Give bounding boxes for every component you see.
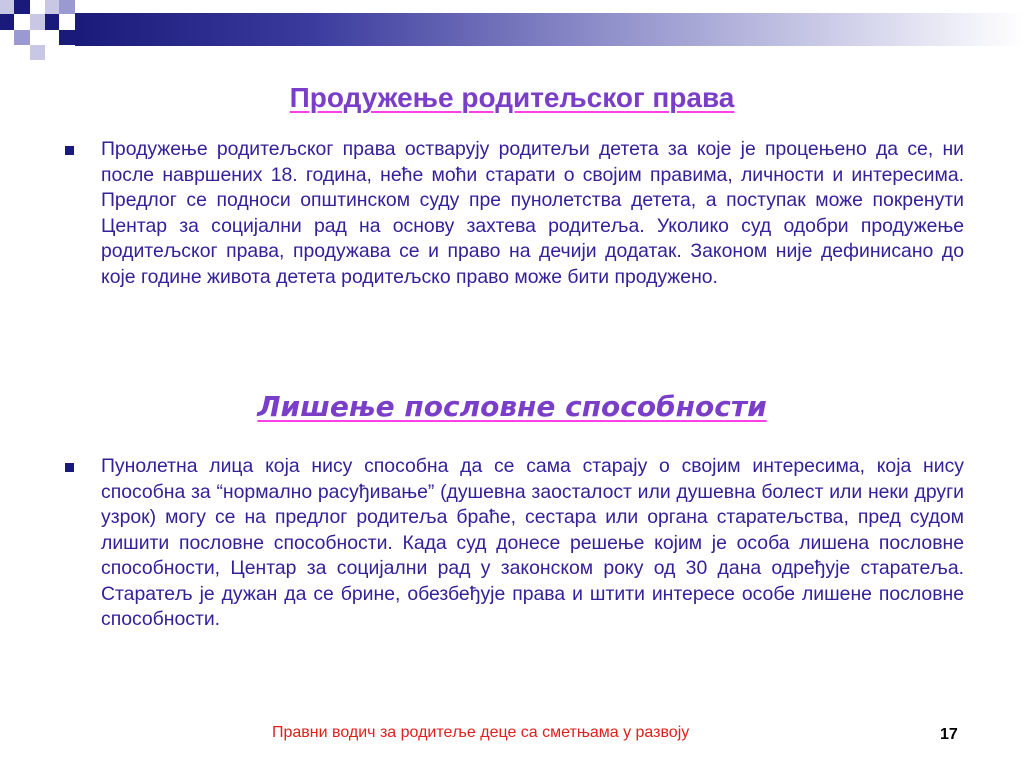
section2-title-text: Лишење пословне способности bbox=[257, 390, 767, 423]
section1-title-text: Продужење родитељског права bbox=[289, 82, 735, 113]
decor-square bbox=[30, 14, 45, 30]
decor-square bbox=[45, 14, 59, 30]
section1-paragraph: Продужење родитељског права остварују родитељи детета за које је процењено да се, ни после навршених 18. година, неће моћи старати о својим правима, личности и интересима. Предлог се подноси општинском суду пре пунолетства детета, а поступак може покренути Центар за социјални рад на основу захтева родитеља. Уколико суд одобри продужење родитељског права, продужава се и право на дечији додатак. Законом није дефинисано до које године живота детета родитељско право може бити продужено. bbox=[101, 138, 964, 288]
decor-square bbox=[14, 0, 30, 14]
decor-square bbox=[59, 30, 75, 45]
page-number: 17 bbox=[940, 726, 958, 743]
header-decoration bbox=[0, 0, 1024, 70]
decor-square bbox=[0, 0, 14, 14]
footer-text: Правни водич за родитеље деце са сметњама у развоју bbox=[272, 724, 690, 741]
decor-square bbox=[45, 0, 59, 14]
decor-square bbox=[14, 30, 30, 45]
bullet-square-icon bbox=[65, 463, 74, 472]
decor-square bbox=[0, 14, 14, 30]
decor-square bbox=[30, 45, 45, 60]
section2-paragraph: Пунолетна лица која нису способна да се сама старају о својим интересима, која нису способна за “нормално расуђивање” (душевна заосталост или душевна болест или неки други узрок) могу се на предлог родитеља браће, сестара или органа старатељства, пред судом лишити пословне способности. Када суд донесе решење којим је особа лишена пословне способности, Центар за социјални рад у законском року од 30 дана одређује старатеља. Старатељ је дужан да се брине, обезбеђује права и штити интересе особе лишене пословне способности. bbox=[101, 455, 964, 630]
bullet-square-icon bbox=[65, 146, 74, 155]
section2-title bbox=[0, 390, 1024, 423]
header-gradient-bar bbox=[75, 13, 1024, 46]
section1-title bbox=[0, 82, 1024, 114]
decor-square bbox=[59, 0, 75, 14]
